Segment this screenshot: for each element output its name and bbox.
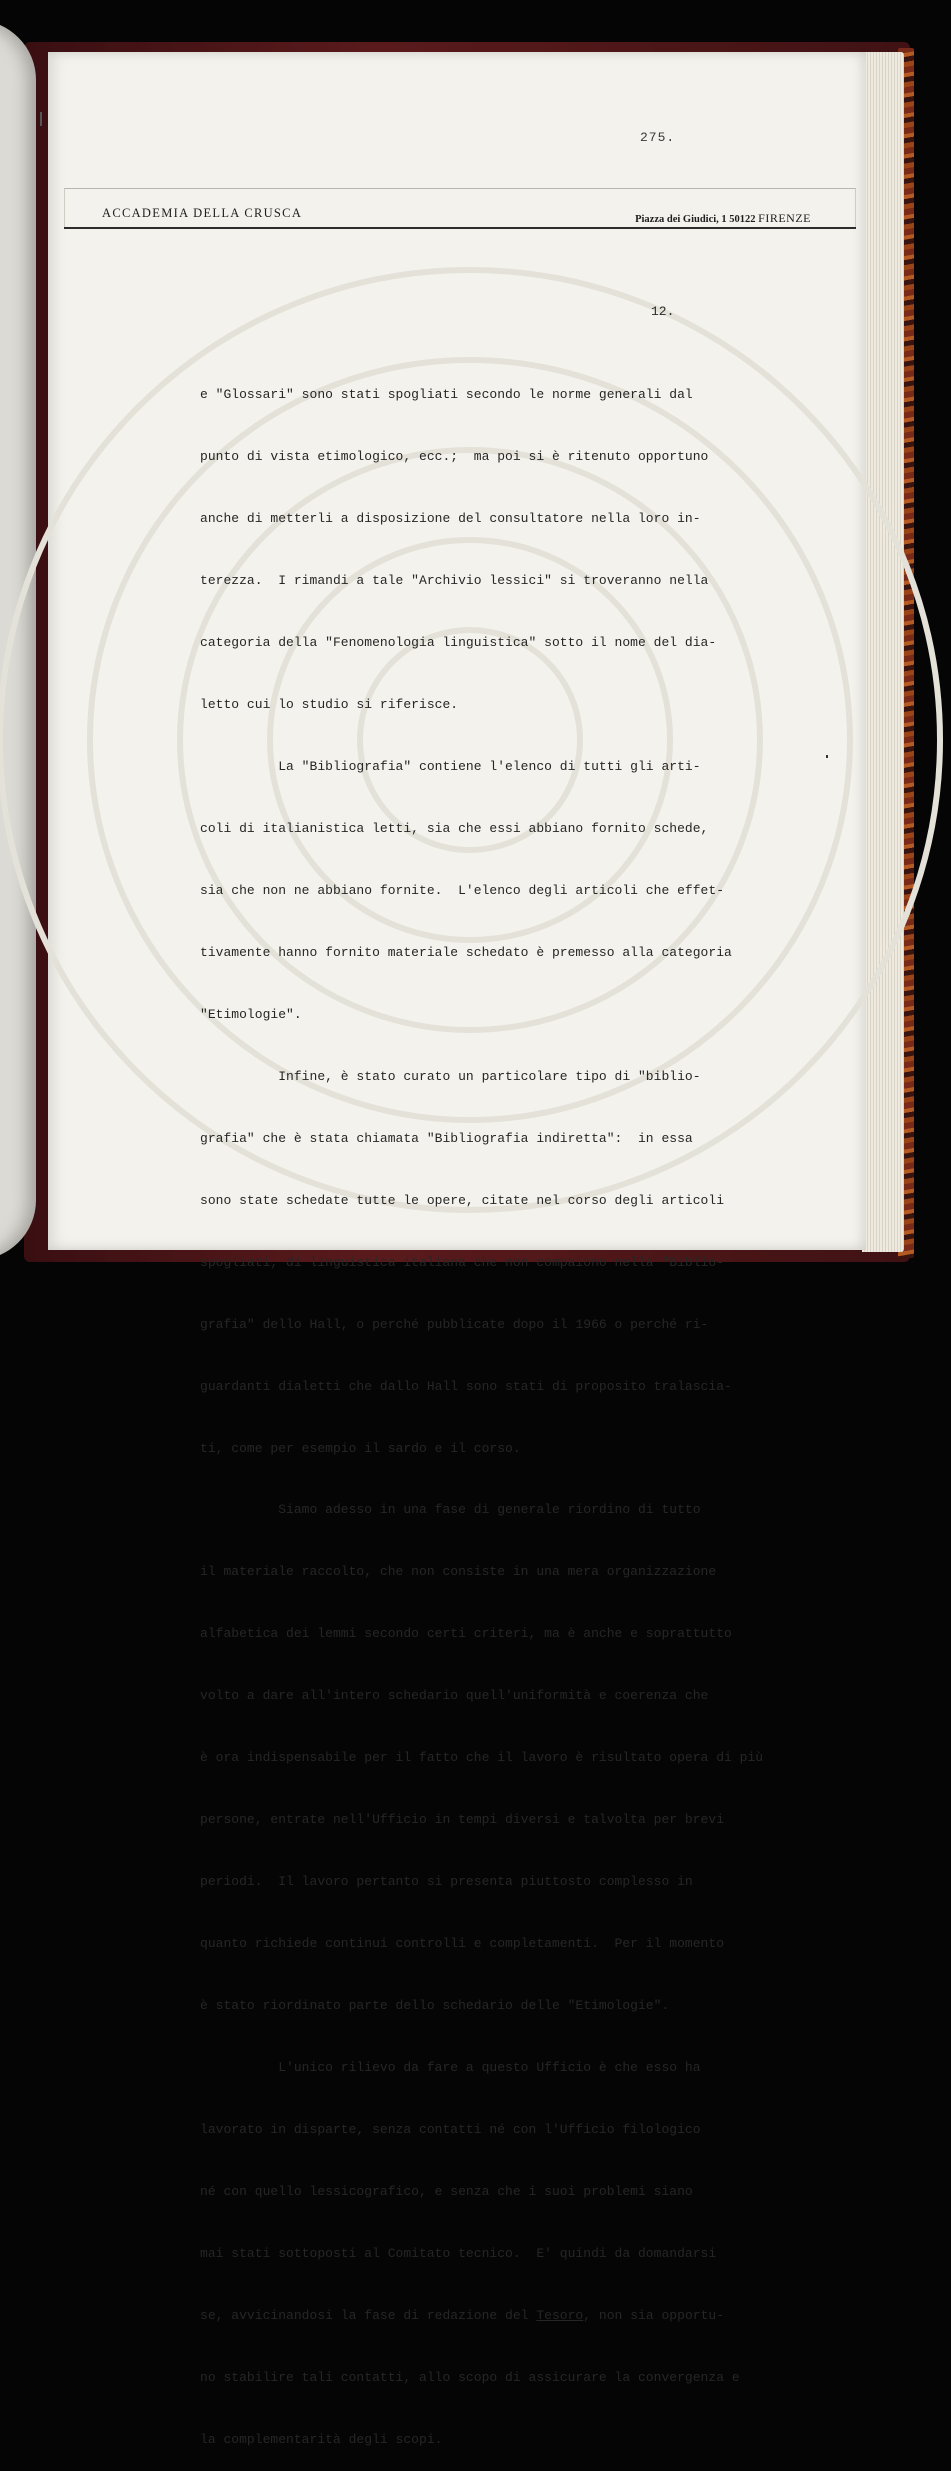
text-line: grafia" che è stata chiamata "Bibliografia indiretta": in essa [200,1130,693,1146]
text-line: grafia" dello Hall, o perché pubblicate dopo il 1966 o perché ri- [200,1316,709,1332]
address-city: FIRENZE [758,211,811,225]
text-line: lavorato in disparte, senza contatti né con l'Ufficio filologico [200,2122,701,2137]
text-line-end: , non sia opportu- [583,2307,725,2323]
text-line: è ora indispensabile per il fatto che il lavoro è risultato opera di più [200,1750,764,1766]
text-line: no stabilire tali contatti, allo scopo di assicurare la convergenza e [200,2369,740,2385]
page-edges [862,52,904,1252]
text-line: La "Bibliografia" contiene l'elenco di tutti gli arti- [200,759,701,775]
text-line: categoria della "Fenomenologia linguistica" sotto il nome del dia- [200,635,717,651]
letterhead-address [635,211,811,226]
text-line: tivamente hanno fornito materiale schedato è premesso alla categoria [200,944,732,960]
underlined-title: Tesoro [536,2307,584,2323]
typed-body-text [200,344,850,2471]
text-line: letto cui lo studio si riferisce. [200,697,459,713]
text-line: sia che non ne abbiano fornite. L'elenco degli articoli che effet- [200,882,725,898]
text-line: guardanti dialetti che dallo Hall sono stati di proposito tralascia- [200,1378,732,1394]
text-line: alfabetica dei lemmi secondo certi criteri, ma è anche e soprattutto [200,1626,732,1642]
text-line: terezza. I rimandi a tale "Archivio lessici" si troveranno nella [200,573,709,589]
text-line: è stato riordinato parte dello schedario delle "Etimologie". [200,1998,670,2014]
letterhead-rule [64,227,856,229]
ink-mark [826,755,828,758]
text-line: ti, come per esempio il sardo e il corso. [200,1440,521,1456]
text-line: "Etimologie". [200,1006,302,1022]
text-line: L'unico rilievo da fare a questo Ufficio è che esso ha [200,2060,701,2076]
text-line: anche di metterli a disposizione del consultatore nella loro in- [200,511,701,527]
text-line: il materiale raccolto, che non consiste in una mera organizzazione [200,1564,717,1580]
facing-page-edge [0,20,36,1260]
address-street: Piazza dei Giudici, 1 50122 [635,214,756,225]
text-line: volto a dare all'intero schedario quell'uniformità e coerenza che [200,1688,709,1704]
text-line: punto di vista etimologico, ecc.; ma poi si è ritenuto opportuno [200,449,709,465]
outer-page-number: 275. [640,130,676,145]
page-mark [40,112,42,126]
text-line: e "Glossari" sono stati spogliati secondo le norme generali dal [200,387,693,403]
text-line-start: se, avvicinandosi la fase di redazione del [200,2307,537,2323]
text-line: la complementarità degli scopi. [200,2431,443,2447]
text-line [200,2306,850,2327]
text-line: periodi. Il lavoro pertanto si presenta piuttosto complesso in [200,1874,693,1890]
text-line: quanto richiede continui controlli e completamenti. Per il momento [200,1936,725,1952]
text-line: mai stati sottoposti al Comitato tecnico. E' quindi da domandarsi [200,2245,717,2261]
text-line: sono state schedate tutte le opere, citate nel corso degli articoli [200,1192,725,1208]
text-line: né con quello lessicografico, e senza che i suoi problemi siano [200,2183,693,2199]
text-line: spogliati, di linguistica italiana che non compaiono nella "Biblio- [200,1254,725,1270]
letterhead-name: ACCADEMIA DELLA CRUSCA [102,206,303,220]
text-line: Infine, è stato curato un particolare tipo di "biblio- [200,1068,701,1084]
inner-page-number: 12. [651,304,675,319]
text-line: Siamo adesso in una fase di generale riordino di tutto [200,1502,701,1518]
text-line: coli di italianistica letti, sia che essi abbiano fornito schede, [200,820,709,836]
text-line: persone, entrate nell'Ufficio in tempi diversi e talvolta per brevi [200,1812,725,1828]
